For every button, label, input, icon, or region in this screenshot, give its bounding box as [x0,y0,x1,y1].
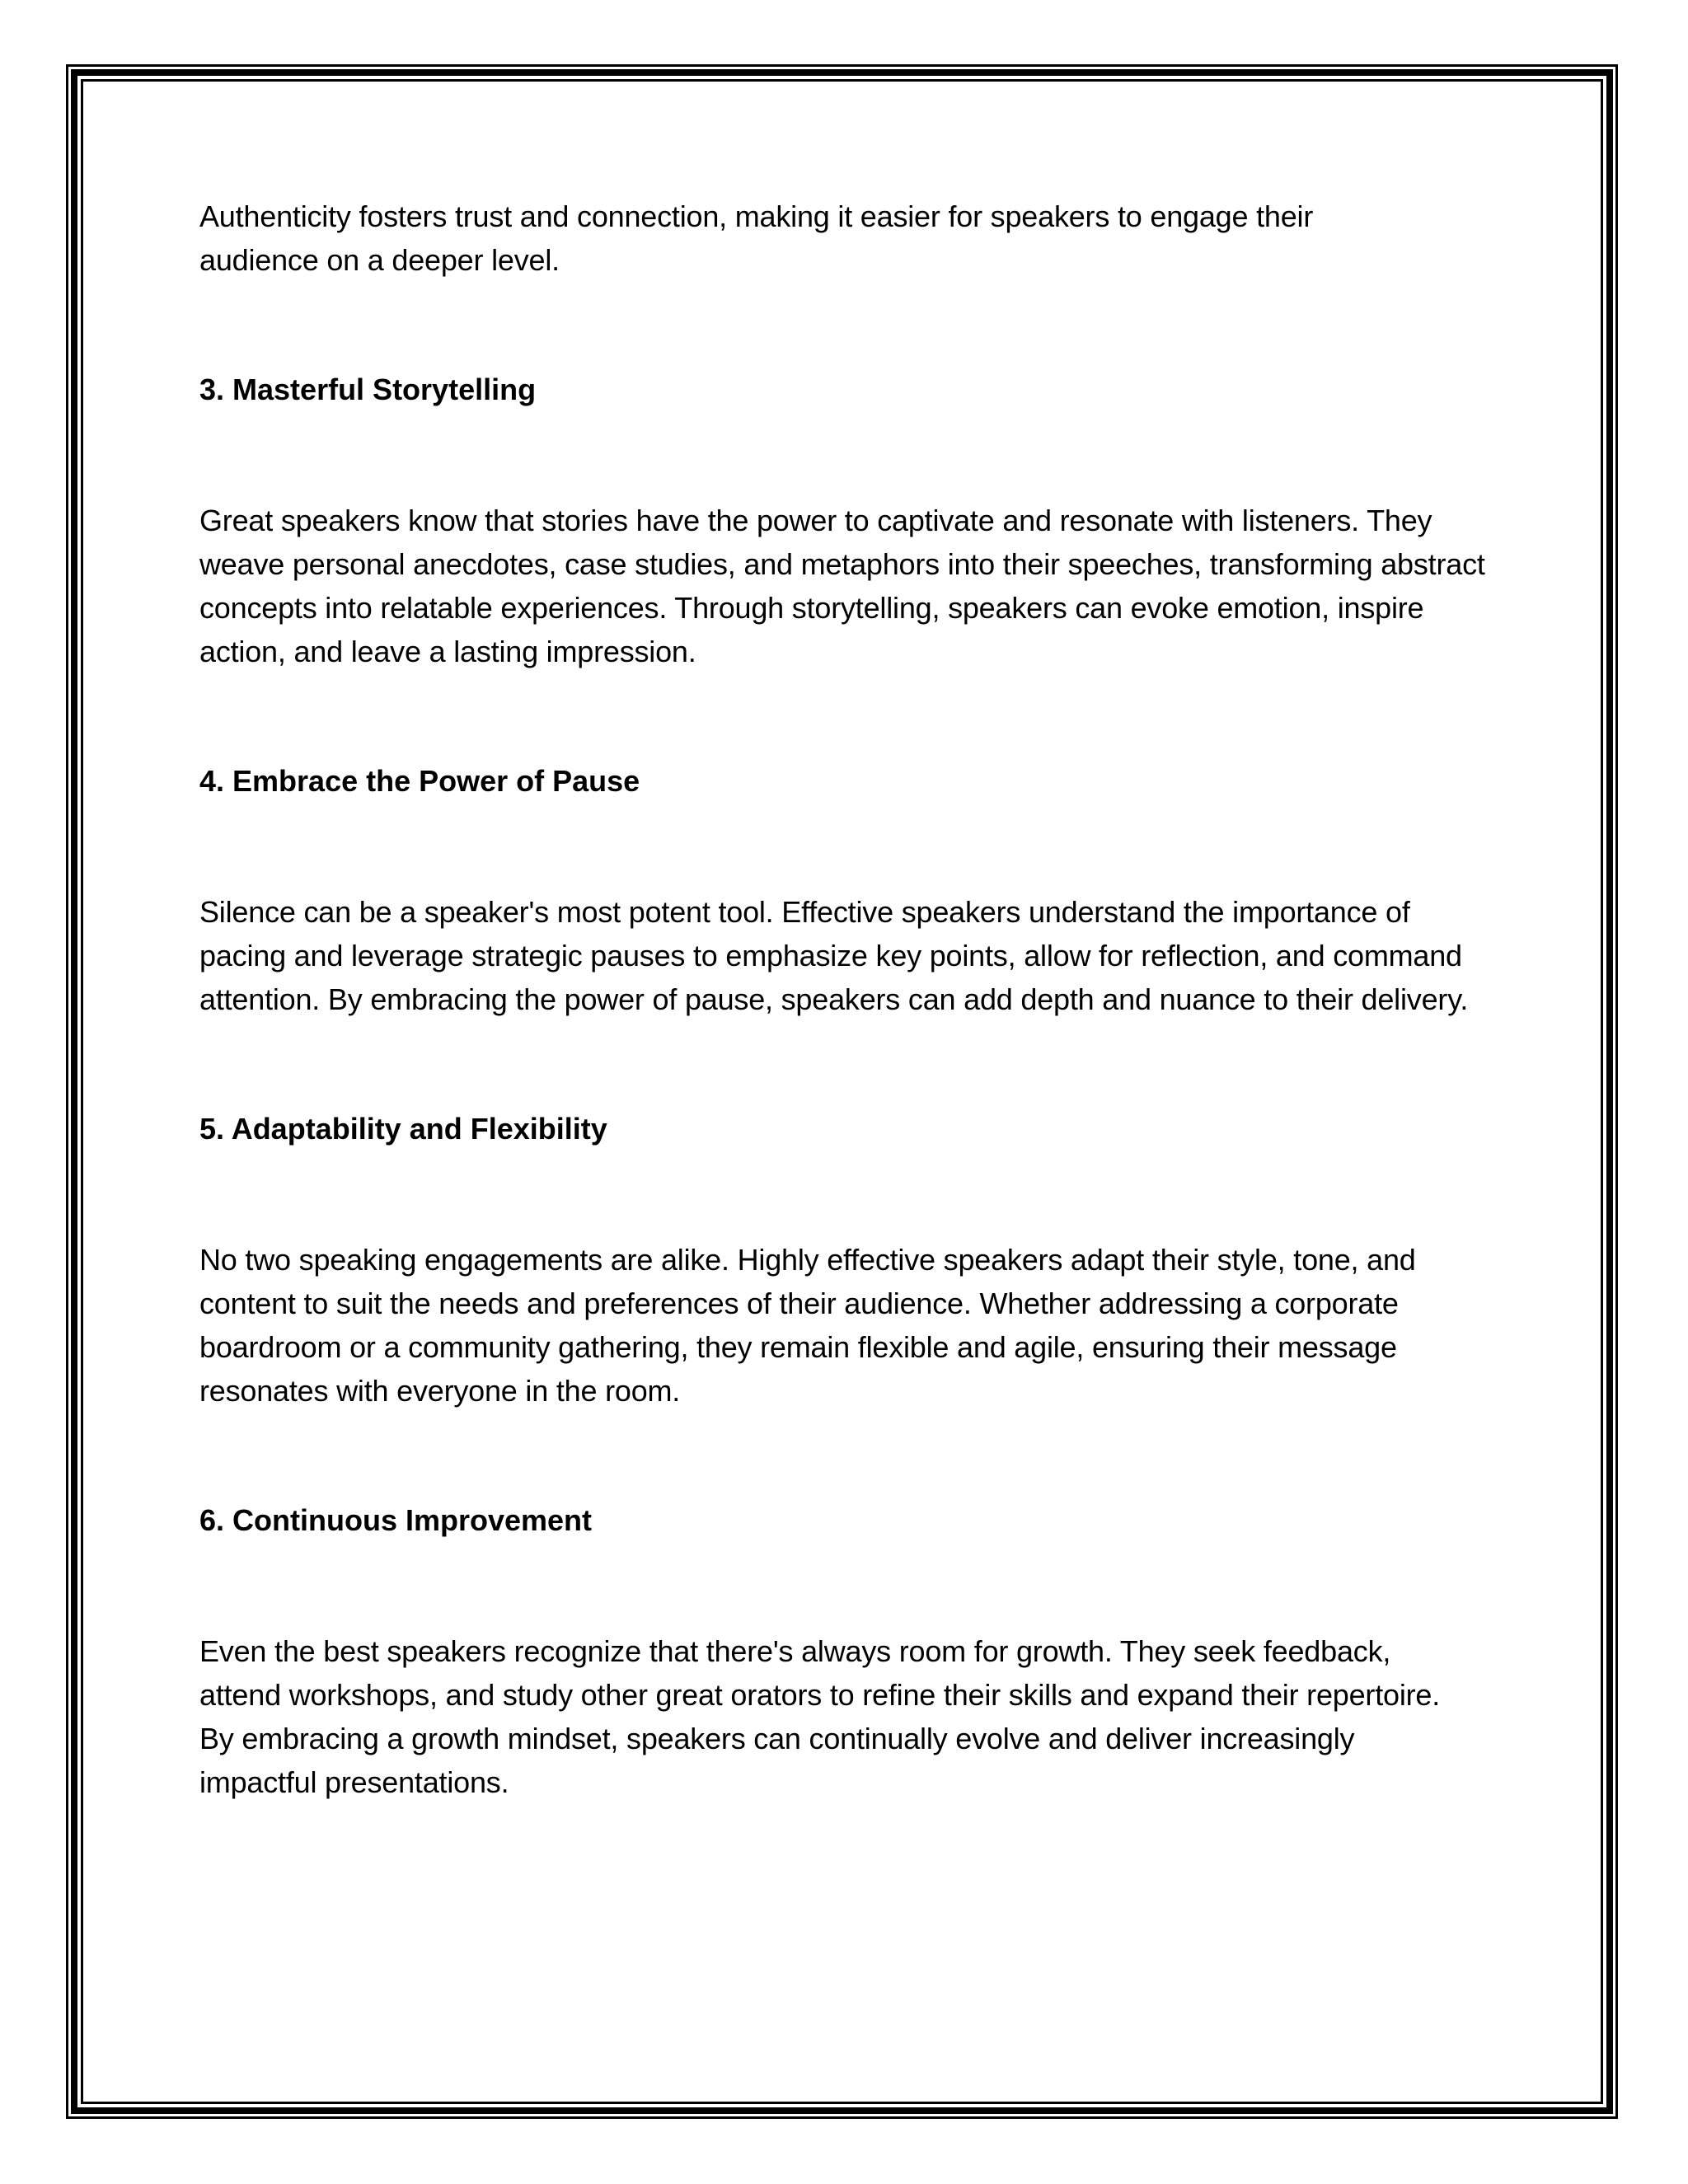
section-body-pause: Silence can be a speaker's most potent tool. Effective speakers understand the importance of pacing and leverage strategic pauses to emphasize key points, allow for reflection, and command attention. By embracing the power of pause, speakers can add depth and nuance to their delivery. [199,895,1469,1016]
section-body-adaptability: No two speaking engagements are alike. Highly effective speakers adapt their style, tone, and content to suit the needs and preferences of their audience. Whether addressing a corporate boardroom or a community gathering, they remain flexible and agile, ensuring their message resonates with everyone in the room. [199,1243,1416,1408]
section-heading-adaptability: 5. Adaptability and Flexibility [199,1112,607,1146]
document-content [199,194,1518,1804]
section-body-storytelling: Great speakers know that stories have the power to captivate and resonate with listeners. They weave personal anecdotes, case studies, and metaphors into their speeches, transforming abstract concepts into relatable experiences. Through storytelling, speakers can evoke emotion, inspire action, and leave a lasting impression. [199,504,1485,668]
section-body-improvement: Even the best speakers recognize that there's always room for growth. They seek feedback, attend workshops, and study other great orators to refine their skills and expand their repertoire. By embracing a growth mindset, speakers can continually evolve and deliver increasingly impactful presentations. [199,1634,1441,1799]
section-heading-improvement: 6. Continuous Improvement [199,1503,593,1537]
section-heading-storytelling: 3. Masterful Storytelling [199,373,537,406]
section-heading-pause: 4. Embrace the Power of Pause [199,764,640,798]
intro-paragraph: Authenticity fosters trust and connection, making it easier for speakers to engage their audience on a deeper level. [199,199,1314,277]
